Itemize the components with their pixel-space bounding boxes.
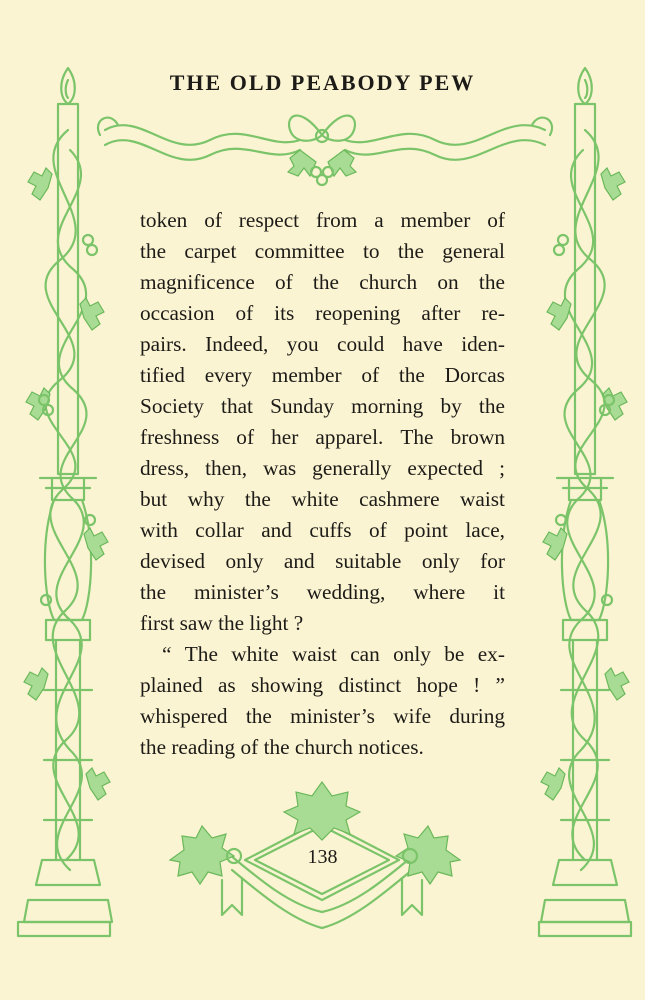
- text-line: devised only and suitable only for: [140, 549, 505, 573]
- body-text: [140, 205, 505, 763]
- text-line: plained as showing distinct hope ! ”: [140, 673, 505, 697]
- running-head: THE OLD PEABODY PEW: [169, 70, 476, 95]
- text-line: with collar and cuffs of point lace,: [140, 518, 505, 542]
- text-line: the carpet committee to the general: [140, 239, 505, 263]
- text-line: token of respect from a member of: [140, 208, 505, 232]
- text-line: “ The white waist can only be ex-: [162, 642, 505, 666]
- text-line: pairs. Indeed, you could have iden-: [140, 332, 505, 356]
- text-line: occasion of its reopening after re-: [140, 301, 505, 325]
- left-candlestick-ornament: [18, 68, 112, 936]
- text-line: but why the white cashmere waist: [140, 487, 505, 511]
- text-line: freshness of her apparel. The brown: [140, 425, 505, 449]
- text-line: first saw the light ?: [140, 611, 304, 635]
- right-candlestick-ornament: [539, 68, 631, 936]
- text-line: the reading of the church notices.: [140, 735, 424, 759]
- text-line: tified every member of the Dorcas: [140, 363, 505, 387]
- text-line: the minister’s wedding, where it: [140, 580, 505, 604]
- text-line: whispered the minister’s wife during: [140, 704, 505, 728]
- top-ribbon-swag-ornament: [98, 116, 552, 185]
- page-number: 138: [307, 846, 338, 868]
- text-line: dress, then, was generally expected ;: [140, 456, 505, 480]
- text-line: Society that Sunday morning by the: [140, 394, 505, 418]
- text-line: magnificence of the church on the: [140, 270, 505, 294]
